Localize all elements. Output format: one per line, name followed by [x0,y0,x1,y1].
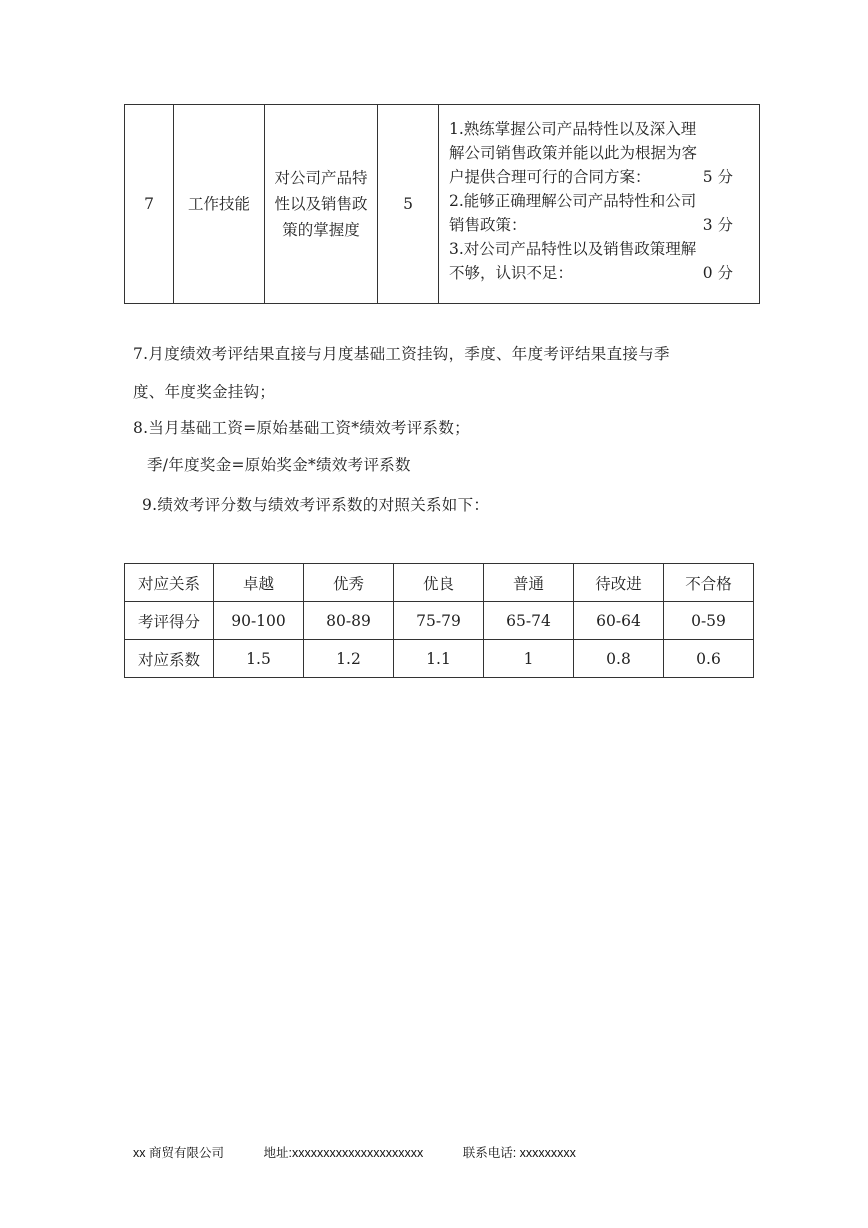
skill-criteria-table [124,104,760,304]
table-cell: 1.5 [214,640,304,678]
table-cell: 75-79 [394,602,484,640]
table-cell: 1.1 [394,640,484,678]
table-cell: 65-74 [484,602,574,640]
table-cell: 0-59 [664,602,754,640]
paragraph-7-line-2: 度、年度奖金挂钩； [133,383,276,401]
assessment-item-name: 工作技能 [174,105,265,304]
footer-address: 地址:xxxxxxxxxxxxxxxxxxxxx [263,1146,424,1160]
table-header-cell: 卓越 [214,564,304,602]
table-cell: 1.2 [304,640,394,678]
criteria-line: 2.能够正确理解公司产品特性和公司 [449,192,697,210]
table-cell: 1 [484,640,574,678]
assessment-item-score: 5 [378,105,439,304]
paragraph-8-line-1: 8.当月基础工资=原始基础工资*绩效考评系数； [133,419,470,437]
table-header-cell: 优秀 [304,564,394,602]
row-index: 7 [125,105,174,304]
footer-company: xx 商贸有限公司 [133,1146,224,1160]
table-row [125,640,754,678]
table-header-cell: 不合格 [664,564,754,602]
footer-phone: 联系电话: xxxxxxxxx [462,1146,576,1160]
table-header-cell: 待改进 [574,564,664,602]
table-header-cell: 普通 [484,564,574,602]
criteria-line: 解公司销售政策并能以此为根据为客 [449,144,698,162]
criteria-line: 销售政策： 3 分 [449,216,733,234]
table-cell: 0.8 [574,640,664,678]
table-row [125,105,760,304]
paragraph-9: 9.绩效考评分数与绩效考评系数的对照关系如下： [142,496,490,514]
table-cell: 考评得分 [125,602,214,640]
criteria-line: 户提供合理可行的合同方案： 5 分 [449,168,733,186]
table-cell: 80-89 [304,602,394,640]
scoring-criteria [439,105,760,304]
coefficient-table [124,563,754,678]
paragraph-8-line-2: 季/年度奖金=原始奖金*绩效考评系数 [147,456,411,474]
table-header-cell: 优良 [394,564,484,602]
table-cell: 0.6 [664,640,754,678]
table-header-cell: 对应关系 [125,564,214,602]
table-row [125,564,754,602]
table-cell: 对应系数 [125,640,214,678]
paragraph-7-line-1: 7.月度绩效考评结果直接与月度基础工资挂钩，季度、年度考评结果直接与季 [133,345,670,363]
criteria-line: 1.熟练掌握公司产品特性以及深入理 [449,120,697,138]
criteria-line: 不够，认识不足： 0 分 [449,264,733,282]
table-cell: 90-100 [214,602,304,640]
criteria-line: 3.对公司产品特性以及销售政策理解 [449,240,697,258]
page-footer [133,1143,612,1161]
table-cell: 60-64 [574,602,664,640]
table-row [125,602,754,640]
assessment-item-description: 对公司产品特性以及销售政策的掌握度 [265,105,378,304]
